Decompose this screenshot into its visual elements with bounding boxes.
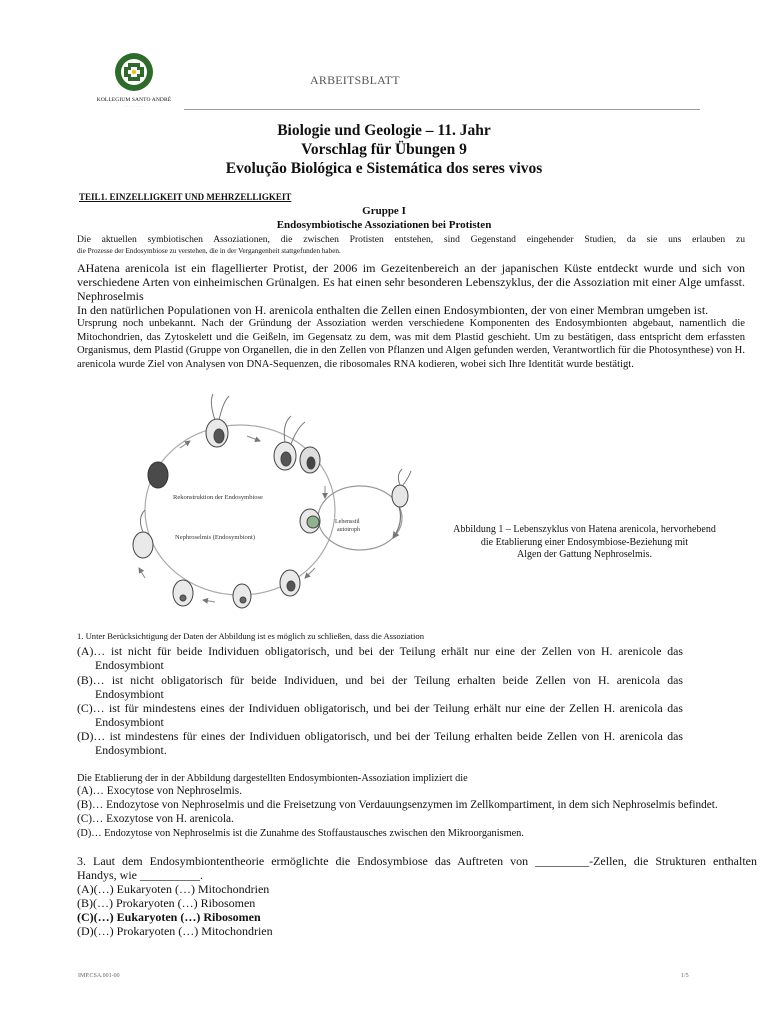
cell-left xyxy=(133,510,153,558)
body-paragraph-1: AHatena arenicola ist ein flagellierter Protist, der 2006 im Gezeitenbereich an der japanischen Küste entdeckt wurde und sich von verschiedene Arten von einheimischen Grünalgen. Es hat einen sehr besonderen Lebenszyklus, der die Assoziation mit einer Alge umfasst. Nephroselmis xyxy=(77,261,745,304)
question-1-stem: 1. Unter Berücksichtigung der Daten der Abbildung ist es möglich zu schließen, dass die Assoziation xyxy=(77,631,425,641)
cell-top-right xyxy=(274,416,320,473)
section-heading: TEIL1. EINZELLIGKEIT UND MEHRZELLIGKEIT xyxy=(79,192,292,202)
question-3-stem-line-2: Handys, wie __________. xyxy=(77,868,203,882)
q2-option-d[interactable]: (D)… Endozytose von Nephroselmis ist die Zunahme des Stoffaustausches zwischen den Mikroorganismen. xyxy=(77,828,524,839)
caption-line-3: Algen der Gattung Nephroselmis. xyxy=(517,549,652,560)
body-paragraph-2: In den natürlichen Populationen von H. arenicola enthalten die Zellen einen Endosymbionten, der von einer Membran umgeben ist. xyxy=(77,303,709,317)
group-name: Gruppe I xyxy=(362,205,406,217)
label-autotroph: autotroph xyxy=(337,527,360,533)
q3-option-a[interactable]: (A)(…) Eukaryoten (…) Mitochondrien xyxy=(77,882,270,896)
caption-line-1: Abbildung 1 – Lebenszyklus von Hatena arenicola, hervorhebend xyxy=(453,524,716,535)
cell-top-left xyxy=(148,462,168,488)
q1-option-c[interactable]: (C)… ist für mindestens eines der Individuen obligatorisch, und bei der Teilung erhält nur eine der Zellen H. arenicola das Endosymbiont xyxy=(77,701,683,729)
header-divider xyxy=(184,109,700,110)
q3-option-d[interactable]: (D)(…) Prokaryoten (…) Mitochondrien xyxy=(77,924,273,938)
caption-line-2: die Etablierung einer Endosymbiose-Beziehung mit xyxy=(480,536,689,548)
title-line-1: Biologie und Geologie – 11. Jahr xyxy=(277,122,491,139)
label-reconstruction: Rekonstruktion der Endosymbiose xyxy=(173,494,263,501)
question-2-stem: Die Etablierung der in der Abbildung dargestellten Endosymbionten-Assoziation impliziert die xyxy=(77,773,468,784)
title-line-2: Vorschlag für Übungen 9 xyxy=(301,141,467,158)
q2-option-c[interactable]: (C)… Exozytose von H. arenicola. xyxy=(77,813,234,825)
life-cycle-diagram xyxy=(125,388,440,620)
label-lebenszustand: Lebensstil xyxy=(335,519,360,525)
school-name: KOLLEGIUM SANTO ANDRÉ xyxy=(96,97,172,103)
q3-option-c[interactable]: (C)(…) Eukaryoten (…) Ribosomen xyxy=(77,910,261,924)
intro-line-1: Die aktuellen symbiotischen Assoziationen, die zwischen Protisten entstehen, sind Gegenstand eingehender Studien, da sie uns erlauben zu xyxy=(77,234,745,245)
q3-option-b[interactable]: (B)(…) Prokaryoten (…) Ribosomen xyxy=(77,896,256,910)
label-nephroselmis: Nephroselmis (Endosymbiont) xyxy=(175,534,255,541)
cell-bottom-left xyxy=(173,580,193,606)
group-subtitle: Endosymbiotische Assoziationen bei Protisten xyxy=(276,219,492,231)
cell-bottom-right xyxy=(280,570,300,596)
school-logo xyxy=(84,52,184,112)
school-tagline-scribble: · · · · · · · · · xyxy=(125,105,143,109)
blank-1: _________ xyxy=(535,854,590,868)
cell-top xyxy=(206,394,229,447)
document-code: IMP.CSA.001-00 xyxy=(78,973,120,979)
blank-2: __________. xyxy=(140,868,203,882)
figure-caption xyxy=(442,524,727,562)
q1-option-b[interactable]: (B)… ist nicht obligatorisch für beide Individuen, und bei der Teilung erhalten beide Zellen von H. arenicola das Endosymbiont xyxy=(77,673,683,701)
question-3-stem-line-1: 3. Laut dem Endosymbiontentheorie ermöglichte die Endosymbiose das Auftreten von _________-Zellen, die Strukturen enthalten xyxy=(77,854,757,868)
school-crest-icon xyxy=(114,52,154,94)
q2-option-b[interactable]: (B)… Endozytose von Nephroselmis und die Freisetzung von Verdauungsenzymen im Zellkompartiment, in dem sich Nephroselmis befindet. xyxy=(77,799,718,811)
q1-option-d[interactable]: (D)… ist mindestens für eines der Individuen obligatorisch, und bei der Teilung erhalten beide Zellen von H. arenicola das Endosymbiont. xyxy=(77,729,683,757)
cell-bottom xyxy=(233,584,251,608)
q2-option-a[interactable]: (A)… Exocytose von Nephroselmis. xyxy=(77,785,243,797)
body-paragraph-3: Ursprung noch unbekannt. Nach der Gründung der Assoziation werden verschiedene Komponenten des Endosymbionten abgebaut, namentlich die Mitochondrien, das Zytoskelett und die Geißeln, im Gegensatz zu dem, was mit dem Plastid geschieht. Um zu bestätigen, dass entspricht dem erfassten Organismus, dem Plastid (Gruppe von Organellen, die in den Zellen von Pflanzen und Algen gefunden werden, Verantwortlich für die Photosynthese) von H. arenicola wurde Ziel von Analysen von DNA-Sequenzen, die ribosomales RNA kodieren, wobei sich Ihre Identität wurde bestätigt. xyxy=(77,318,745,370)
q1-option-a[interactable]: (A)… ist nicht für beide Individuen obligatorisch, und bei der Teilung erhält nur eine der Zellen von H. arenicole das Endosymbiont xyxy=(77,644,683,672)
intro-line-2: die Prozesse der Endosymbiose zu verstehen, die in der Vergangenheit stattgefunden haben. xyxy=(77,247,341,255)
title-line-3: Evolução Biológica e Sistemática dos seres vivos xyxy=(225,160,543,177)
life-cycle-figure xyxy=(125,388,440,620)
page-number: 1/5 xyxy=(681,973,689,979)
worksheet-label: ARBEITSBLATT xyxy=(310,73,400,87)
